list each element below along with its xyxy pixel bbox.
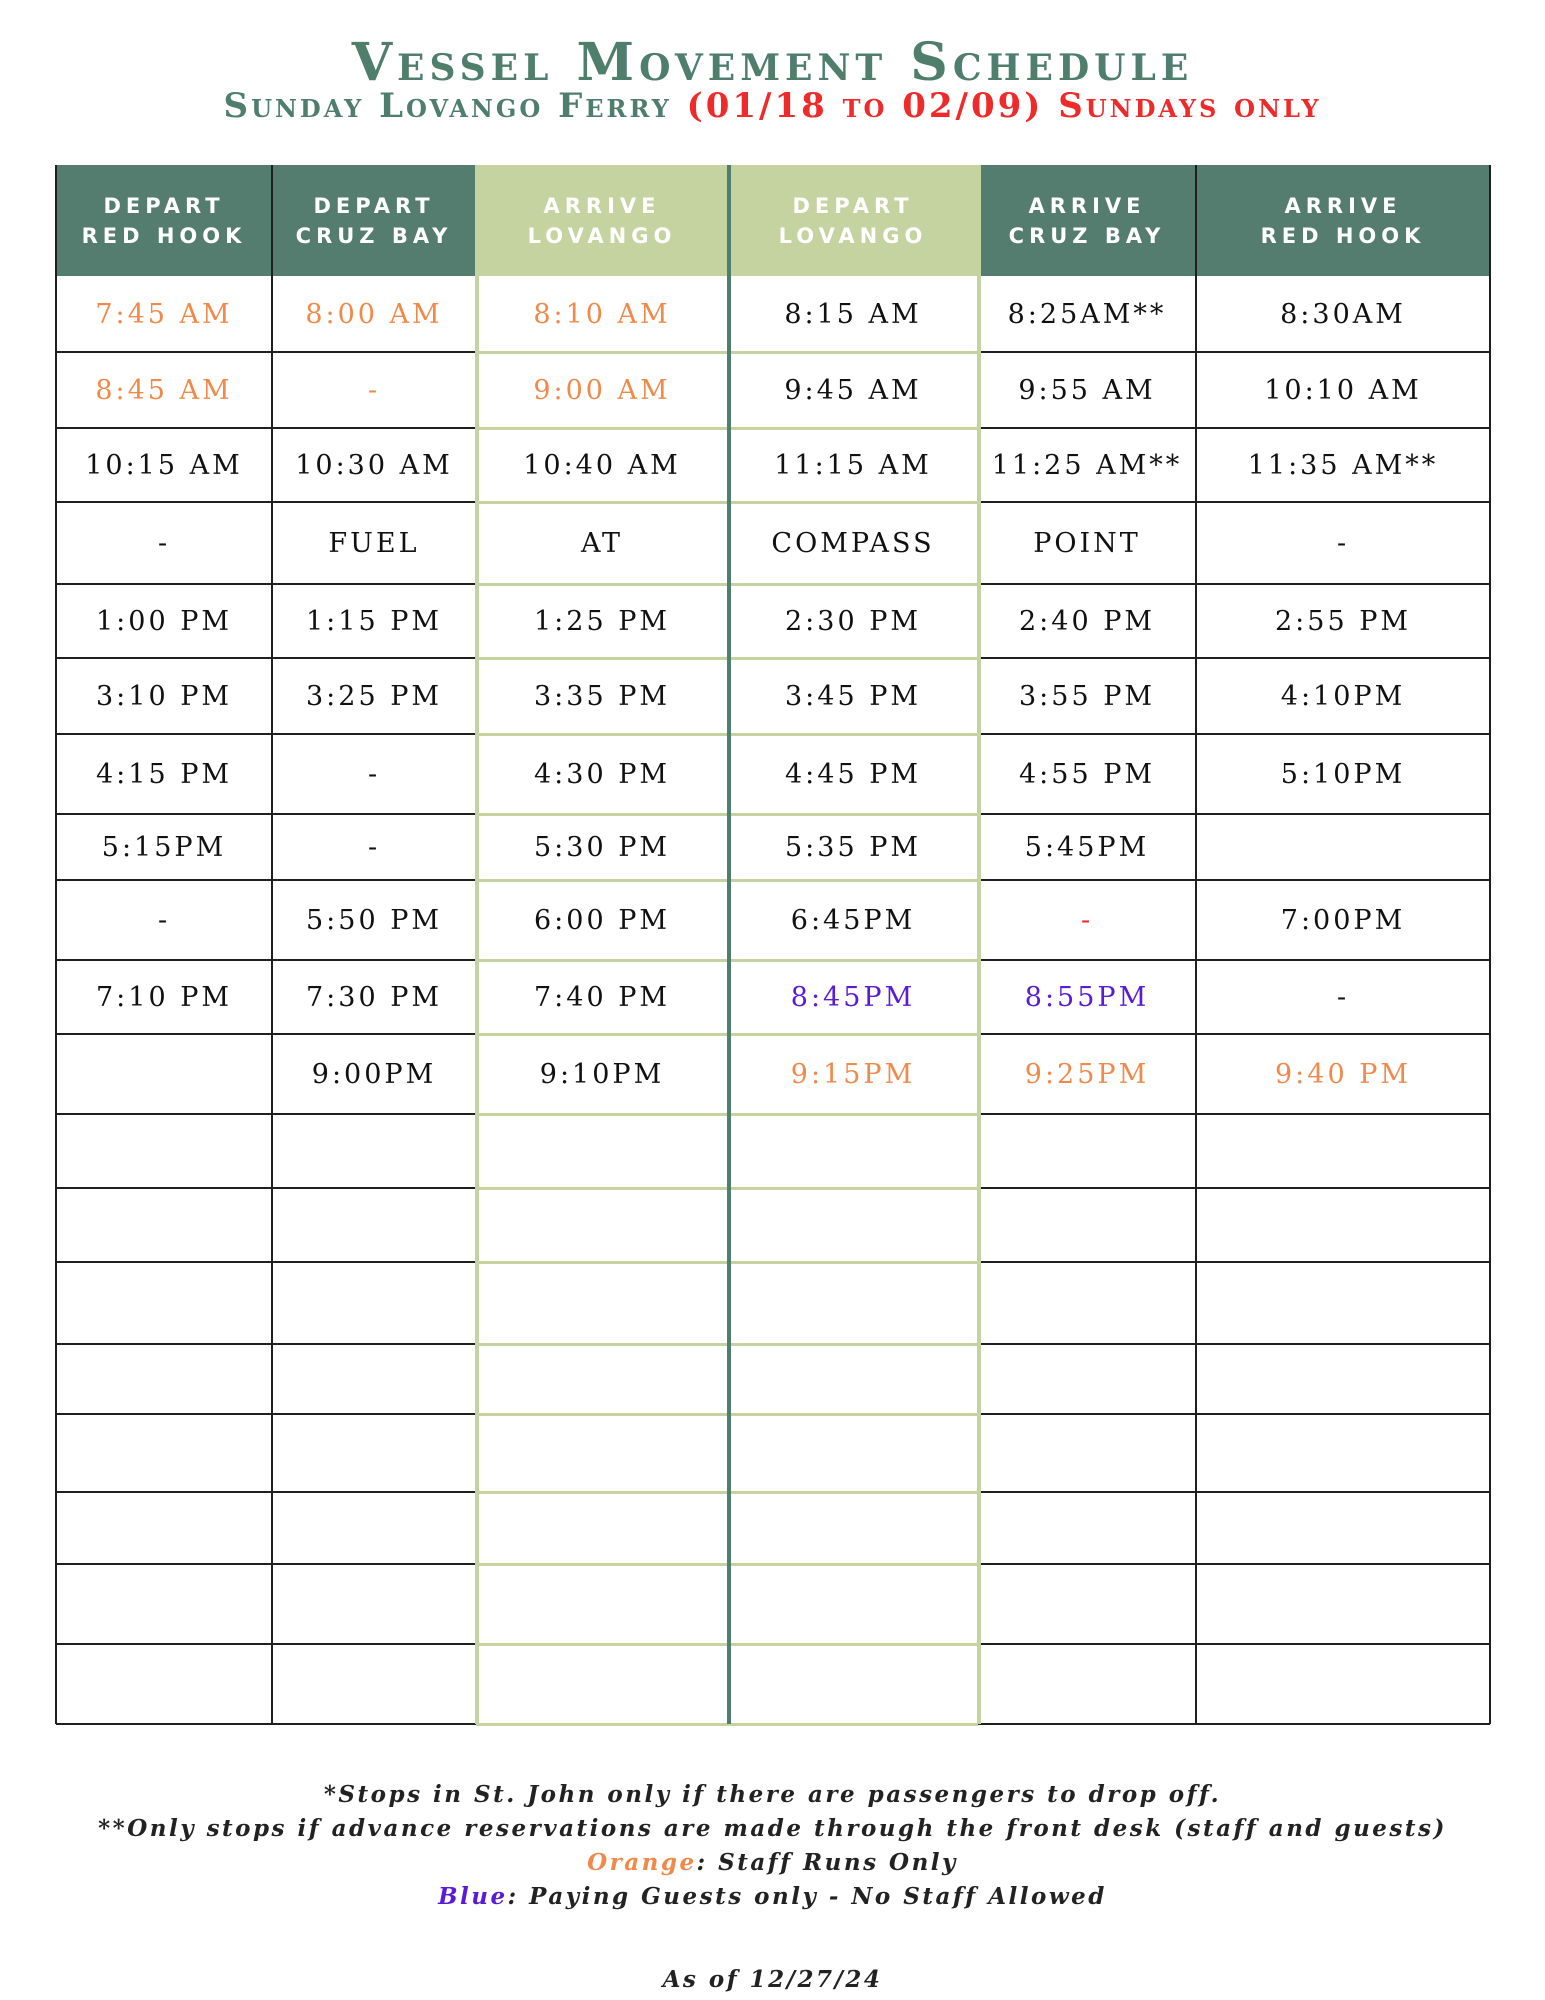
- table-cell-depart-cruz-bay: [272, 1114, 476, 1188]
- row-divider: [56, 1033, 476, 1035]
- table-cell-depart-red-hook: [56, 1262, 272, 1344]
- row-divider: [56, 813, 476, 815]
- table-cell-arrive-cruz-bay: -: [1080, 904, 1094, 936]
- table-cell-depart-cruz-bay: [272, 1344, 476, 1414]
- table-cell-depart-lovango: 2:30 PM: [784, 605, 922, 637]
- row-divider: [56, 959, 476, 961]
- table-cell-arrive-red-hook: 11:35 AM**: [1247, 449, 1439, 481]
- row-divider: [56, 351, 476, 353]
- subtitle-date-range: (01/18 to 02/09) Sundays only: [686, 86, 1322, 126]
- table-cell-depart-lovango: 9:15PM: [790, 1058, 916, 1090]
- row-divider: [978, 427, 1490, 429]
- row-divider: [978, 1113, 1490, 1115]
- table-cell-arrive-lovango: 9:00 AM: [533, 374, 671, 406]
- table-cell-depart-cruz-bay: 9:00PM: [311, 1058, 437, 1090]
- table-cell-arrive-cruz-bay: POINT: [1033, 527, 1141, 559]
- table-cell-depart-lovango: [728, 1344, 978, 1414]
- row-divider: [978, 1491, 1490, 1493]
- table-cell-arrive-red-hook: -: [1336, 527, 1350, 559]
- row-divider: [978, 1261, 1490, 1263]
- table-cell-depart-red-hook: [56, 1188, 272, 1262]
- table-cell-depart-lovango: [728, 1414, 978, 1492]
- table-cell-depart-cruz-bay: [272, 1414, 476, 1492]
- table-cell-arrive-red-hook: [1196, 1188, 1490, 1262]
- table-cell-depart-red-hook: [56, 1492, 272, 1564]
- table-cell-depart-red-hook: 3:10 PM: [95, 680, 233, 712]
- table-cell-depart-lovango: 4:45 PM: [784, 758, 922, 790]
- table-cell-depart-red-hook: [56, 1034, 272, 1114]
- row-divider: [56, 583, 476, 585]
- row-divider: [978, 1033, 1490, 1035]
- table-cell-arrive-cruz-bay: [978, 1262, 1196, 1344]
- table-cell-arrive-red-hook: 2:55 PM: [1274, 605, 1412, 637]
- footnote-double-star: **Only stops if advance reservations are made through the front desk (staff and guests): [98, 1815, 1447, 1842]
- legend-blue: [0, 1880, 1545, 1914]
- table-cell-arrive-lovango: 7:40 PM: [533, 981, 671, 1013]
- subtitle-main: Sunday Lovango Ferry: [223, 86, 687, 126]
- table-cell-arrive-lovango: 8:10 AM: [533, 298, 671, 330]
- table-cell-arrive-lovango: [476, 1188, 728, 1262]
- table-cell-depart-cruz-bay: 3:25 PM: [305, 680, 443, 712]
- footnotes: [0, 1778, 1545, 1914]
- table-cell-depart-cruz-bay: [272, 1564, 476, 1644]
- row-divider: [56, 1261, 476, 1263]
- row-divider: [56, 1343, 476, 1345]
- table-cell-depart-cruz-bay: [272, 1492, 476, 1564]
- column-header-arrive-lovango: ARRIVE LOVANGO: [476, 165, 728, 276]
- table-cell-depart-cruz-bay: [272, 1644, 476, 1724]
- table-cell-depart-red-hook: 5:15PM: [101, 831, 227, 863]
- table-cell-depart-lovango: [728, 1564, 978, 1644]
- table-cell-depart-red-hook: 7:10 PM: [95, 981, 233, 1013]
- table-cell-arrive-cruz-bay: 11:25 AM**: [991, 449, 1183, 481]
- table-cell-arrive-lovango: 3:35 PM: [533, 680, 671, 712]
- row-divider: [978, 1643, 1490, 1645]
- legend-orange-text: : Staff Runs Only: [696, 1849, 958, 1876]
- table-cell-arrive-cruz-bay: 8:25AM**: [1007, 298, 1167, 330]
- table-cell-depart-red-hook: [56, 1114, 272, 1188]
- legend-orange: [0, 1846, 1545, 1880]
- row-divider: [56, 427, 476, 429]
- table-cell-arrive-cruz-bay: 8:55PM: [1024, 981, 1150, 1013]
- table-cell-arrive-cruz-bay: 5:45PM: [1024, 831, 1150, 863]
- row-divider: [978, 813, 1490, 815]
- table-cell-arrive-cruz-bay: [978, 1492, 1196, 1564]
- table-cell-depart-lovango: [728, 1114, 978, 1188]
- table-cell-arrive-lovango: [476, 1414, 728, 1492]
- column-divider: [1195, 165, 1197, 1724]
- table-cell-depart-red-hook: [56, 1644, 272, 1724]
- table-cell-depart-red-hook: [56, 1414, 272, 1492]
- row-divider: [56, 501, 476, 503]
- table-cell-arrive-red-hook: 8:30AM: [1280, 298, 1406, 330]
- table-cell-depart-red-hook: 10:15 AM: [85, 449, 243, 481]
- table-cell-depart-cruz-bay: [272, 1188, 476, 1262]
- table-cell-depart-cruz-bay: 7:30 PM: [305, 981, 443, 1013]
- row-divider: [56, 1491, 476, 1493]
- row-divider: [978, 879, 1490, 881]
- column-divider: [475, 165, 479, 1724]
- table-cell-depart-lovango: [728, 1188, 978, 1262]
- table-cell-arrive-lovango: [476, 1344, 728, 1414]
- table-cell-depart-red-hook: [56, 1344, 272, 1414]
- table-cell-depart-cruz-bay: 5:50 PM: [305, 904, 443, 936]
- legend-orange-word: Orange: [587, 1849, 697, 1876]
- table-cell-arrive-cruz-bay: 2:40 PM: [1018, 605, 1156, 637]
- row-divider: [56, 1643, 476, 1645]
- table-cell-arrive-cruz-bay: 9:55 AM: [1018, 374, 1156, 406]
- table-cell-arrive-red-hook: [1196, 814, 1490, 880]
- table-cell-depart-cruz-bay: 1:15 PM: [305, 605, 443, 637]
- table-cell-arrive-red-hook: [1196, 1262, 1490, 1344]
- table-cell-depart-cruz-bay: 10:30 AM: [295, 449, 453, 481]
- column-header-depart-cruz-bay: DEPART CRUZ BAY: [272, 165, 476, 276]
- footnote-single-star: *Stops in St. John only if there are passengers to drop off.: [323, 1781, 1222, 1808]
- column-header-arrive-red-hook: ARRIVE RED HOOK: [1196, 165, 1490, 276]
- row-divider: [978, 583, 1490, 585]
- column-header-arrive-cruz-bay: ARRIVE CRUZ BAY: [978, 165, 1196, 276]
- table-cell-arrive-cruz-bay: [978, 1188, 1196, 1262]
- table-cell-depart-cruz-bay: 8:00 AM: [305, 298, 443, 330]
- table-cell-arrive-lovango: [476, 1262, 728, 1344]
- table-cell-arrive-lovango: 9:10PM: [539, 1058, 665, 1090]
- row-divider: [978, 1563, 1490, 1565]
- row-divider: [978, 1723, 1490, 1725]
- column-divider: [977, 165, 981, 1724]
- table-cell-arrive-cruz-bay: 3:55 PM: [1018, 680, 1156, 712]
- table-cell-depart-red-hook: -: [157, 904, 171, 936]
- table-cell-depart-red-hook: 1:00 PM: [95, 605, 233, 637]
- table-cell-arrive-cruz-bay: 4:55 PM: [1018, 758, 1156, 790]
- table-cell-arrive-red-hook: 7:00PM: [1280, 904, 1406, 936]
- table-cell-depart-lovango: [728, 1644, 978, 1724]
- table-cell-depart-red-hook: [56, 1564, 272, 1644]
- table-cell-depart-lovango: 3:45 PM: [784, 680, 922, 712]
- table-cell-arrive-cruz-bay: [978, 1114, 1196, 1188]
- table-cell-arrive-lovango: 10:40 AM: [523, 449, 681, 481]
- table-cell-depart-lovango: 9:45 AM: [784, 374, 922, 406]
- table-cell-arrive-red-hook: [1196, 1114, 1490, 1188]
- row-divider: [978, 959, 1490, 961]
- table-cell-depart-lovango: [728, 1262, 978, 1344]
- table-cell-depart-red-hook: 8:45 AM: [95, 374, 233, 406]
- column-divider: [55, 165, 57, 1724]
- table-cell-depart-red-hook: -: [157, 527, 171, 559]
- table-cell-arrive-cruz-bay: 9:25PM: [1024, 1058, 1150, 1090]
- column-divider: [1489, 165, 1491, 1724]
- table-cell-arrive-lovango: AT: [580, 527, 624, 559]
- table-cell-arrive-red-hook: 4:10PM: [1280, 680, 1406, 712]
- page-subtitle: [0, 86, 1545, 126]
- table-cell-depart-lovango: [728, 1492, 978, 1564]
- table-cell-arrive-lovango: [476, 1564, 728, 1644]
- row-divider: [978, 1343, 1490, 1345]
- table-cell-arrive-red-hook: [1196, 1564, 1490, 1644]
- table-cell-depart-red-hook: 4:15 PM: [95, 758, 233, 790]
- table-cell-arrive-lovango: 1:25 PM: [533, 605, 671, 637]
- table-cell-arrive-red-hook: 10:10 AM: [1264, 374, 1422, 406]
- table-cell-depart-cruz-bay: -: [367, 758, 381, 790]
- row-divider: [56, 733, 476, 735]
- table-cell-depart-cruz-bay: -: [367, 831, 381, 863]
- table-cell-depart-lovango: 5:35 PM: [784, 831, 922, 863]
- row-divider: [56, 1563, 476, 1565]
- row-divider: [978, 1187, 1490, 1189]
- table-cell-arrive-lovango: [476, 1644, 728, 1724]
- table-cell-arrive-red-hook: [1196, 1644, 1490, 1724]
- table-cell-depart-lovango: COMPASS: [771, 527, 935, 559]
- table-cell-arrive-lovango: 6:00 PM: [533, 904, 671, 936]
- table-cell-depart-lovango: 8:15 AM: [784, 298, 922, 330]
- page-title: Vessel Movement Schedule: [351, 32, 1194, 93]
- column-divider: [271, 165, 273, 1724]
- column-header-depart-red-hook: DEPART RED HOOK: [56, 165, 272, 276]
- row-divider: [56, 1113, 476, 1115]
- column-divider: [727, 165, 731, 1724]
- table-cell-depart-lovango: 8:45PM: [790, 981, 916, 1013]
- table-cell-depart-cruz-bay: FUEL: [328, 527, 420, 559]
- table-cell-depart-lovango: 6:45PM: [790, 904, 916, 936]
- table-cell-arrive-cruz-bay: [978, 1414, 1196, 1492]
- row-divider: [978, 733, 1490, 735]
- table-cell-arrive-lovango: 4:30 PM: [533, 758, 671, 790]
- row-divider: [978, 657, 1490, 659]
- table-cell-arrive-red-hook: [1196, 1414, 1490, 1492]
- row-divider: [56, 1723, 476, 1725]
- row-divider: [56, 657, 476, 659]
- table-cell-arrive-cruz-bay: [978, 1644, 1196, 1724]
- table-cell-depart-lovango: 11:15 AM: [774, 449, 932, 481]
- table-cell-arrive-cruz-bay: [978, 1564, 1196, 1644]
- row-divider: [56, 879, 476, 881]
- table-cell-arrive-lovango: [476, 1114, 728, 1188]
- row-divider: [56, 1187, 476, 1189]
- column-header-depart-lovango: DEPART LOVANGO: [728, 165, 978, 276]
- table-cell-arrive-red-hook: 5:10PM: [1280, 758, 1406, 790]
- legend-blue-word: Blue: [438, 1883, 508, 1910]
- table-cell-arrive-red-hook: [1196, 1492, 1490, 1564]
- row-divider: [56, 1413, 476, 1415]
- row-divider: [978, 1413, 1490, 1415]
- table-cell-arrive-red-hook: 9:40 PM: [1274, 1058, 1412, 1090]
- row-divider: [978, 501, 1490, 503]
- table-cell-depart-cruz-bay: [272, 1262, 476, 1344]
- table-cell-depart-cruz-bay: -: [367, 374, 381, 406]
- row-divider: [978, 351, 1490, 353]
- table-cell-arrive-red-hook: -: [1336, 981, 1350, 1013]
- as-of-date: As of 12/27/24: [662, 1966, 883, 1993]
- table-cell-arrive-lovango: 5:30 PM: [533, 831, 671, 863]
- legend-blue-text: : Paying Guests only - No Staff Allowed: [507, 1883, 1107, 1910]
- table-cell-arrive-cruz-bay: [978, 1344, 1196, 1414]
- table-cell-depart-red-hook: 7:45 AM: [95, 298, 233, 330]
- table-cell-arrive-red-hook: [1196, 1344, 1490, 1414]
- table-cell-arrive-lovango: [476, 1492, 728, 1564]
